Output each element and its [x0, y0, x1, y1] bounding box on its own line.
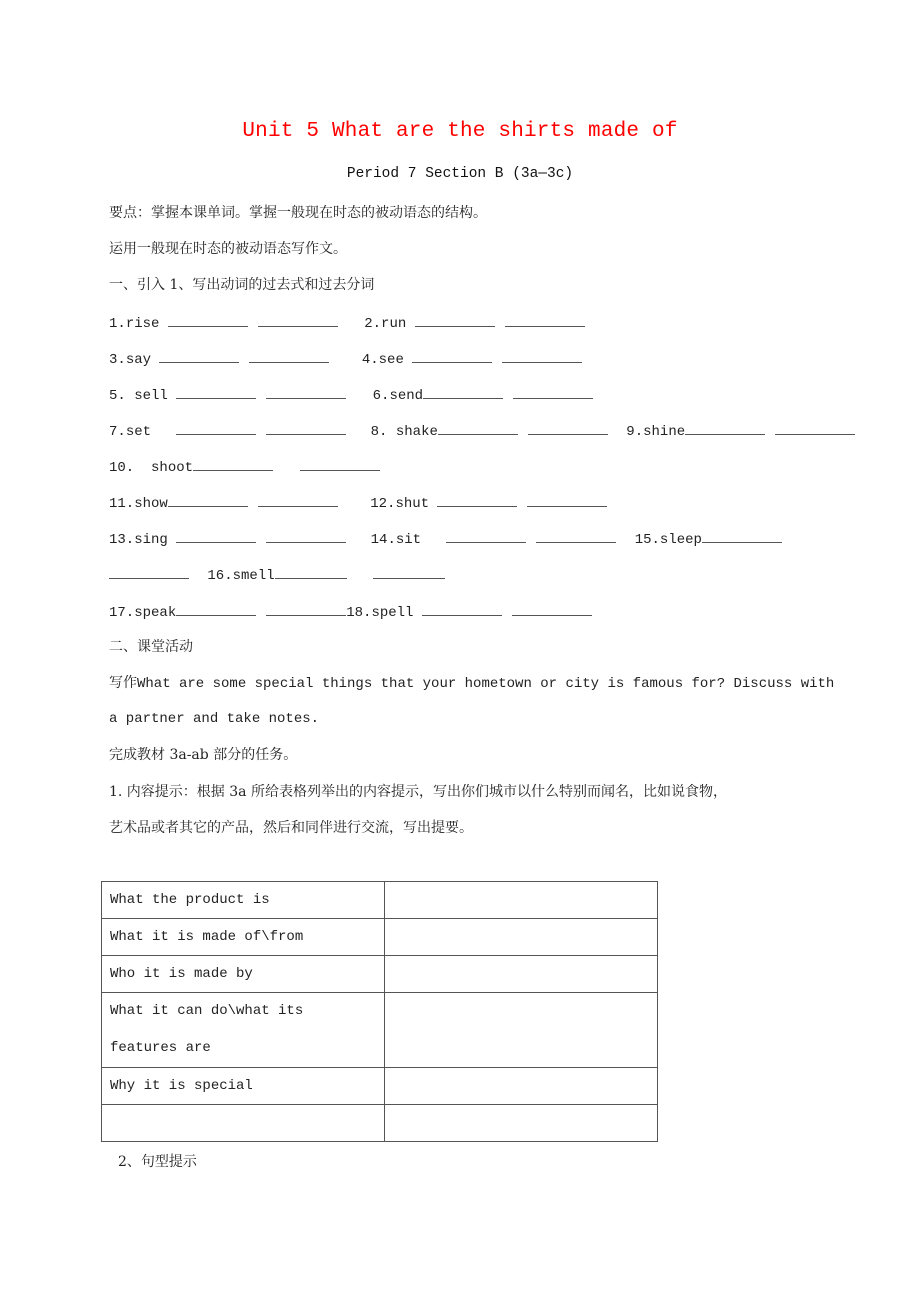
table-row [102, 882, 658, 919]
answer-blank[interactable] [168, 492, 248, 507]
verb-item: 16.smell [207, 564, 455, 586]
answer-blank[interactable] [502, 348, 582, 363]
writing-label: 写作 [109, 675, 137, 691]
table-row [102, 956, 658, 993]
row-label: Who it is made by [102, 956, 385, 993]
answer-blank[interactable] [505, 312, 585, 327]
notes-table [101, 881, 658, 1142]
verb-item: 14.sit [371, 528, 627, 550]
verb-item: 10. shoot [109, 456, 390, 478]
answer-blank[interactable] [176, 601, 256, 616]
verb-item: 15.sleep [635, 528, 792, 550]
answer-blank[interactable] [159, 348, 239, 363]
answer-blank[interactable] [266, 420, 346, 435]
verb-row-9 [109, 601, 602, 623]
answer-blank[interactable] [258, 492, 338, 507]
answer-blank[interactable] [775, 420, 855, 435]
row-answer-cell[interactable] [385, 919, 658, 956]
verb-item: 7.set [109, 420, 356, 442]
row-answer-cell[interactable] [385, 956, 658, 993]
row-label: What the product is [102, 882, 385, 919]
verb-row-4 [109, 420, 865, 442]
verb-item: 18.spell [346, 601, 602, 623]
section1-heading: 一、引入 1、写出动词的过去式和过去分词 [109, 277, 375, 293]
answer-blank[interactable] [275, 564, 347, 579]
apply-note: 运用一般现在时态的被动语态写作文。 [109, 241, 347, 257]
table-row [102, 993, 658, 1068]
answer-blank[interactable] [423, 384, 503, 399]
answer-blank[interactable] [176, 384, 256, 399]
verb-item: 3.say [109, 348, 339, 370]
answer-blank[interactable] [193, 456, 273, 471]
row-label[interactable] [102, 1105, 385, 1142]
answer-blank[interactable] [513, 384, 593, 399]
answer-blank[interactable] [373, 564, 445, 579]
writing-prompt-text: What are some special things that your hometown or city is famous for? Discuss with [137, 676, 835, 692]
answer-blank[interactable] [412, 348, 492, 363]
page-subtitle: Period 7 Section B (3a—3c) [346, 166, 574, 182]
verb-row-2 [109, 348, 592, 370]
verb-row-5 [109, 456, 390, 478]
verb-row-7 [109, 528, 792, 550]
verb-item: 17.speak [109, 601, 346, 623]
answer-blank[interactable] [258, 312, 338, 327]
verb-item: 2.run [364, 312, 594, 334]
answer-blank[interactable] [266, 601, 346, 616]
row-answer-cell[interactable] [385, 1105, 658, 1142]
verb-row-1 [109, 312, 595, 334]
row-label: Why it is special [102, 1068, 385, 1105]
row-answer-cell[interactable] [385, 882, 658, 919]
verb-item: 13.sing [109, 528, 356, 550]
answer-blank[interactable] [438, 420, 518, 435]
answer-blank[interactable] [176, 528, 256, 543]
answer-blank[interactable] [446, 528, 526, 543]
answer-blank[interactable] [437, 492, 517, 507]
verb-item: 11.show [109, 492, 348, 514]
verb-row-8 [109, 564, 455, 586]
table-row [102, 1105, 658, 1142]
verb-row-6 [109, 492, 617, 514]
verb-item: 8. shake [371, 420, 618, 442]
answer-blank[interactable] [249, 348, 329, 363]
content-hint-line2: 艺术品或者其它的产品，然后和同伴进行交流，写出提要。 [109, 820, 473, 836]
verb-item: 5. sell [109, 384, 356, 406]
key-points: 要点：掌握本课单词。掌握一般现在时态的被动语态的结构。 [109, 205, 487, 221]
row-label: What it can do\what its features are [102, 993, 385, 1068]
answer-blank[interactable] [702, 528, 782, 543]
verb-row-3 [109, 384, 603, 406]
answer-blank[interactable] [528, 420, 608, 435]
section2-heading: 二、课堂活动 [109, 639, 193, 655]
row-answer-cell[interactable] [385, 1068, 658, 1105]
verb-item: 1.rise [109, 312, 348, 334]
page-title: Unit 5 What are the shirts made of [242, 120, 678, 143]
verb-item: 6.send [373, 384, 603, 406]
row-label: What it is made of\from [102, 919, 385, 956]
answer-blank[interactable] [176, 420, 256, 435]
answer-blank[interactable] [415, 312, 495, 327]
table-row [102, 1068, 658, 1105]
verb-item-continued [109, 564, 199, 586]
verb-item: 4.see [362, 348, 592, 370]
answer-blank[interactable] [266, 528, 346, 543]
writing-prompt-line1 [109, 673, 834, 694]
answer-blank[interactable] [109, 564, 189, 579]
verb-item: 9.shine [626, 420, 865, 442]
answer-blank[interactable] [266, 384, 346, 399]
answer-blank[interactable] [422, 601, 502, 616]
content-hint-line1: 1. 内容提示：根据 3a 所给表格列举出的内容提示，写出你们城市以什么特别而闻名，比如说食物， [109, 784, 727, 800]
table-row [102, 919, 658, 956]
task-note: 完成教材 3a-ab 部分的任务。 [109, 747, 298, 763]
writing-prompt-line2: a partner and take notes. [109, 711, 320, 727]
row-answer-cell[interactable] [385, 993, 658, 1068]
answer-blank[interactable] [512, 601, 592, 616]
answer-blank[interactable] [536, 528, 616, 543]
answer-blank[interactable] [168, 312, 248, 327]
answer-blank[interactable] [527, 492, 607, 507]
answer-blank[interactable] [300, 456, 380, 471]
verb-item: 12.shut [370, 492, 617, 514]
sentence-hint-heading: 2、句型提示 [118, 1154, 197, 1170]
answer-blank[interactable] [685, 420, 765, 435]
